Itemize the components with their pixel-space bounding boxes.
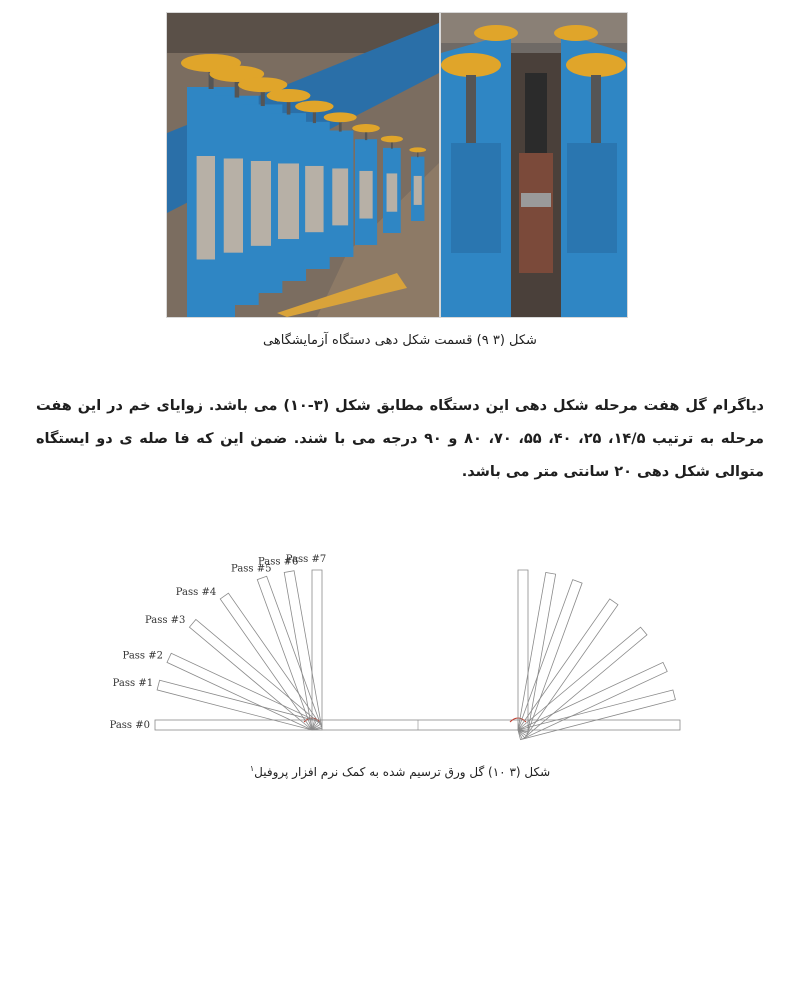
figure-9-caption-text: قسمت شکل دهی دستگاه آزمایشگاهی xyxy=(263,333,473,348)
pass-4-left-flange xyxy=(220,593,320,730)
pass-1-right-flange xyxy=(518,690,675,740)
pass-3-left-flange xyxy=(189,619,318,730)
pass-label-4: Pass #4 xyxy=(175,586,217,598)
pass-label-6: Pass #6 xyxy=(257,556,299,568)
figure-10-caption-text: گل ورق ترسیم شده به کمک نرم افزار پروفیل xyxy=(254,765,485,779)
pass-2-left-flange xyxy=(167,653,316,730)
figure-9-caption-label: شکل (۳ ۹) xyxy=(476,333,537,348)
figure-10-caption-label: شکل (۳ ۱۰) xyxy=(488,765,551,779)
flower-pattern-diagram xyxy=(90,520,710,750)
pass-label-1: Pass #1 xyxy=(112,677,154,689)
body-paragraph: دیاگرام گل هفت مرحله شکل دهی این دستگاه مطابق شکل (۳-۱۰) می باشد. زوایای خم در این هفت مرحله به ترتیب ۱۴/۵، ۲۵، ۴۰، ۵۵، ۷۰، ۸۰ و ۹۰ درجه می با شند. ضمن این که فا صله ی دو ایستگاه متوالی شکل دهی ۲۰ سانتی متر می باشد. xyxy=(36,398,765,480)
pass-2-right-flange xyxy=(518,662,667,739)
pass-4-right-flange xyxy=(518,599,618,736)
pass-label-5: Pass #5 xyxy=(231,563,272,575)
machine-photo-right xyxy=(440,12,628,318)
pass-label-2: Pass #2 xyxy=(122,650,163,662)
figure-10-caption xyxy=(170,764,630,779)
pass-1-left-flange xyxy=(157,680,314,730)
machine-photo-left xyxy=(166,12,440,318)
pass-label-3: Pass #3 xyxy=(144,615,186,627)
pass-label-7: Pass #7 xyxy=(285,554,327,565)
pass-0-strip xyxy=(155,720,680,730)
pass-label-0: Pass #0 xyxy=(109,720,150,731)
footnote-mark: ۱ xyxy=(249,764,255,773)
figure-9-caption xyxy=(180,333,620,348)
